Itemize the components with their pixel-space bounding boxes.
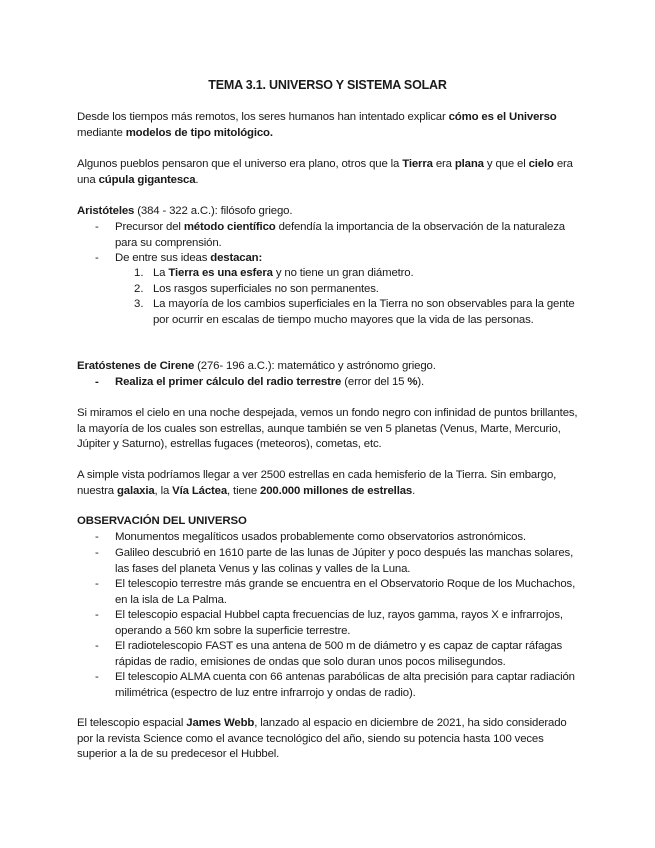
bullet-dash: - [95,252,99,264]
aristotle-b2-bold: destacan: [210,252,263,264]
observation-item: El telescopio espacial Hubbel capta frecuencias de luz, rayos gamma, rayos X e infrarrojos, operando a 560 km sobre la superficie terrestre. [115,609,563,637]
observation-heading: OBSERVACIÓN DEL UNIVERSO [77,515,247,527]
bullet-dash: - [95,578,99,590]
idea-number: 3. [134,298,144,310]
eratosthenes-bold-2: % [407,376,418,388]
stars-paragraph [77,468,587,499]
aristotle-heading [77,204,582,220]
eratosthenes-name: Eratóstenes de Cirene [77,360,195,372]
intro-text-1: Desde los tiempos más remotos, los seres humanos han intentado explicar [77,111,449,123]
flat-text-3: y que el [483,158,529,170]
stars-bold-1: galaxia [116,484,155,497]
bullet-dash: - [95,531,99,543]
stars-text-1: A simple vista podríamos llegar a ver 2500 estrellas en cada hemisferio de la Tierra. Sin embargo, nuestra [77,469,557,497]
aristotle-b2-text: De entre sus ideas [115,252,211,264]
idea-item-3: La mayoría de los cambios superficiales en la Tierra no son observables para la gente por ocurrir en escalas de tiempo mucho mayores que la vida de las personas. [153,298,575,326]
flat-bold-2: plana [454,158,484,170]
eratosthenes-text-1: (error del 15 [341,376,408,388]
webb-text-2: , lanzado al espacio en diciembre de 2021, ha sido considerado por la revista Science como el avance tecnológico del año, siendo su potencia hasta 100 veces superior a la de su predecesor el Hubbel. [77,717,567,761]
eratosthenes-text-2: ). [417,376,425,388]
intro-paragraph [77,110,582,141]
stars-bold-2: Vía Láctea [172,484,228,497]
observation-item: Monumentos megalíticos usados probablemente como observatorios astronómicos. [115,531,526,543]
flat-text-4: era una [77,158,573,186]
idea-1-text-1: La [153,267,169,279]
stars-text-4: . [412,484,416,497]
aristotle-desc: (384 - 322 a.C.): filósofo griego. [134,205,293,217]
eratosthenes-desc: (276- 196 a.C.): matemático y astrónomo griego. [194,360,436,372]
aristotle-b1-text-2: defendía la importancia de la observación de la naturaleza para su comprensión. [115,221,565,249]
stars-text-2: , la [154,484,173,497]
flat-bold-4: cúpula gigantesca [98,173,196,186]
flat-text-5: . [195,173,199,186]
webb-text-1: El telescopio espacial [77,717,187,729]
observation-item: El radiotelescopio FAST es una antena de 500 m de diámetro y es capaz de captar ráfagas rápidas de radio, emisiones de ondas que solo duran unos pocos milisegundos. [115,640,563,668]
stars-bold-3: 200.000 millones de estrellas [260,484,413,497]
aristotle-name: Aristóteles [77,205,135,217]
aristotle-b1-text-1: Precursor del [115,221,184,233]
idea-1-text-2: y no tiene un gran diámetro. [272,267,414,279]
bullet-dash: - [95,376,99,388]
webb-paragraph [77,716,582,763]
flat-text-1: Algunos pueblos pensaron que el universo era plano, otros que la [77,158,403,170]
bullet-dash: - [95,547,99,559]
idea-item-1 [153,266,578,282]
bullet-dash: - [95,671,99,683]
flat-bold-3: cielo [528,158,554,170]
page-title: TEMA 3.1. UNIVERSO Y SISTEMA SOLAR [208,78,447,92]
flat-text-2: era [432,158,455,170]
eratosthenes-heading [77,359,582,375]
idea-number: 1. [134,267,144,279]
bullet-dash: - [95,609,99,621]
eratosthenes-bullet [115,375,585,391]
observation-item: El telescopio ALMA cuenta con 66 antenas parabólicas de alta precisión para captar radiación milimétrica (espectro de luz entre infrarrojo y ondas de radio). [115,671,575,699]
eratosthenes-bold-1: Realiza el primer cálculo del radio terrestre [115,376,342,388]
bullet-dash: - [95,221,99,233]
aristotle-bullet-1 [115,220,585,251]
intro-bold-1: cómo es el Universo [448,111,557,123]
sky-paragraph: Si miramos el cielo en una noche despejada, vemos un fondo negro con infinidad de puntos brillantes, la mayoría de los cuales son estrellas, aunque también se ven 5 planetas (Venus, Marte, Mercurio, Júpiter y Saturno), estrellas fugaces (meteoros), cometas, etc. [77,407,578,451]
idea-item-2: Los rasgos superficiales no son permanentes. [153,283,379,295]
webb-bold: James Webb [186,717,255,729]
bullet-dash: - [95,640,99,652]
idea-number: 2. [134,283,144,295]
idea-1-bold: Tierra es una esfera [168,267,273,279]
aristotle-b1-bold: método científico [183,221,276,233]
observation-item: Galileo descubrió en 1610 parte de las lunas de Júpiter y poco después las manchas solares, las fases del planeta Venus y las colinas y valles de la Luna. [115,547,574,575]
flat-bold-1: Tierra [402,158,433,170]
aristotle-bullet-2 [115,251,585,267]
flat-earth-paragraph [77,157,582,188]
intro-bold-2: modelos de tipo mitológico. [125,126,273,139]
observation-item: El telescopio terrestre más grande se encuentra en el Observatorio Roque de los Muchachos, en la isla de La Palma. [115,578,576,606]
intro-text-2: mediante [77,126,126,139]
stars-text-3: , tiene [227,484,261,497]
